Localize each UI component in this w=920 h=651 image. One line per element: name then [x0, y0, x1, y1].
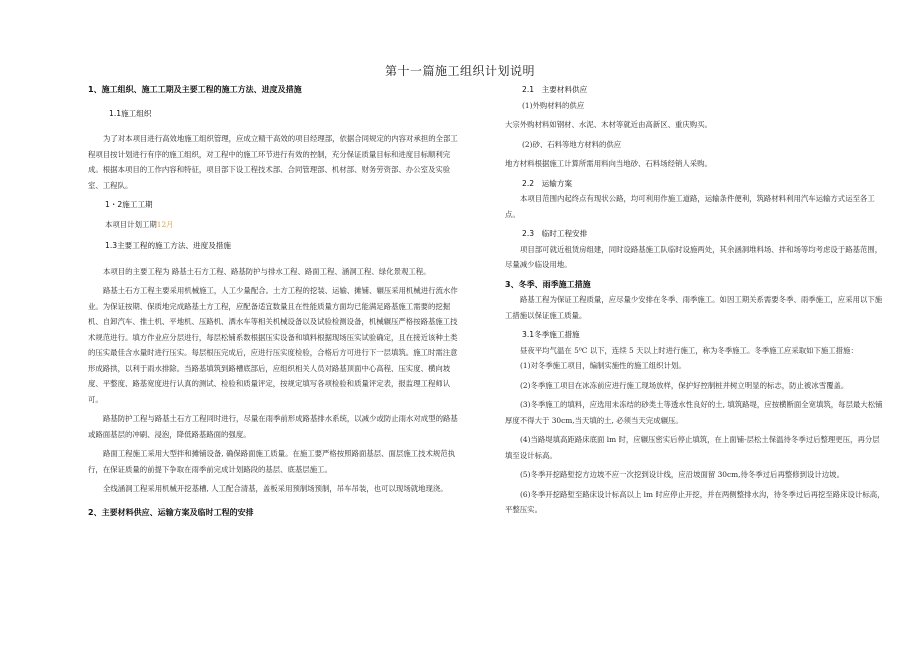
- subsection-1-3-paragraph-3: 路基防护工程与路基土石方工程同时进行，尽量在雨季前形成路基排水系统，以减少或防止雨水对成型的路基或路面基层的冲刷、浸泡，降低路基路面的强度。: [88, 414, 458, 439]
- subsection-1-3-heading: 1.3主要工程的施工方法、进度及措施: [105, 241, 231, 250]
- schedule-label: 本项目计划工期: [105, 219, 157, 229]
- subsection-1-3-paragraph-4: 路面工程施工采用大型拌和摊铺设备, 确保路面施工质量。在施工要严格按照路面基层、面层施工技术规范执行，在保证质量的前提下争取在雨季前完成计划路段的基层、底基层施工。: [88, 449, 456, 474]
- section-3-paragraph: 路基工程为保证工程质量，应尽量少安排在冬季、雨季施工。如因工期关系需要冬季、雨季施工，应采用以下施工措施以保证施工质量。: [505, 295, 883, 320]
- subsection-3-1-intro: 昼夜平均气温在 5⁰C 以下，连续 5 天以上时进行施工，称为冬季施工。冬季施工应采取如下施工措施：: [520, 345, 858, 355]
- material-item-2-title: (2)砂、石料等地方材料的供应: [522, 139, 622, 149]
- document-title: 第十一篇施工组织计划说明: [384, 64, 535, 78]
- subsection-1-2-heading: 1・2施工工期: [105, 200, 153, 209]
- subsection-1-3-paragraph-1: 本项目的主要工程为 路基土石方工程、路基防护与排水工程、路面工程、涵洞工程、绿化景观工程。: [103, 266, 431, 276]
- section-2-heading: 2、主要材料供应、运输方案及临时工程的安排: [88, 507, 254, 517]
- subsection-2-2-heading: 2.2 运输方案: [522, 178, 573, 188]
- schedule-duration: 12月: [156, 219, 174, 229]
- winter-measure-4: (4)当路堤填高距路床底面 lm 时，应辗压密实后停止填筑，在上面铺-层松土保温待冬季过后整理更压，再分层填至设计标高。: [505, 435, 880, 460]
- subsection-1-1-heading: 1.1施工组织: [109, 108, 152, 118]
- winter-measure-3: (3)冬季施工的填料，应选用未冻结的砂类土等透水性良好的土, 填筑路堤，应按横断面全宽填筑，每层最大松铺厚度不得大于 30cm,当天填的土, 必须当天完成辗压。: [505, 400, 883, 425]
- right-column: [505, 82, 885, 518]
- subsection-1-1-paragraph: 为了对本项目进行高效地施工组织管理，应成立精干高效的项目经理部，依据合同规定的内容对承担的全部工程项目按计划进行有序的施工组织，对工程中的施工环节进行有效的控制，充分保证质量目标和进度目标顺利完成。根据本项目的工作内容和特征，项目部下设工程技术部、合同管理部、机材部、财务劳资部、办公室及实验室、工程队。: [88, 134, 458, 190]
- winter-measure-5: (5)冬季开挖路堑挖方边坡不应一次挖到设计线，应沿坡面留 30cm,待冬季过后再整修到设计边坡。: [520, 470, 844, 479]
- winter-measure-2: (2)冬季施工项目在冰冻前应进行施工现场放样，保护好控制桩并树立明显的标志，防止被冰雪覆盖。: [520, 380, 849, 390]
- left-column: [88, 82, 460, 520]
- subsection-2-2-paragraph: 本项目范围内起终点有现状公路，均可利用作施工道路，运输条件便利，筑路材料利用汽车运输方式运至各工点。: [505, 194, 875, 219]
- subsection-2-3-heading: 2.3 临时工程安排: [522, 229, 588, 238]
- material-item-1-title: (1)外购材料的供应: [522, 100, 585, 110]
- subsection-3-1-heading: 3.1冬季施工措施: [522, 330, 580, 339]
- subsection-1-3-paragraph-2: 路基土石方工程主要采用机械施工，人工少量配合。土方工程的挖装、运输、摊铺、辗压采用机械进行流水作业。为保证按期、保质地完成路基土方工程，应配备适宜数量且在性能质量方面均已能满足路基施工需要的挖掘机、自卸汽车、推土机、平地机、压路机、洒水车等相关机械设备以及试验检测设备，机械辗压严格按路基施工技术规范进行。填方作业应分层进行，每层松铺系数根据压实设备和填料根据现场压实试验确定，且在接近该种土类的压实最佳含水量时进行压实。每层根压完成后，应进行压实度检验，合格后方可进行下一层填筑。施工时需注意形成路拱，以利于雨水排除。当路基填筑到路槽底部后，应组织相关人员对路基顶面中心高程、压实度、横向坡度、平整度、路基宽度进行认真的测试、检验和质量评定，按规定填写各项检验和质量评定表，报监理工程师认可。: [88, 286, 458, 404]
- winter-measure-6: (6)冬季开挖路堑至路床设计标高以上 lm 时应停止开挖，并在两侧整排水沟，待冬季过后再挖至路床设计标高，平整压实。: [505, 489, 885, 514]
- subsection-1-3-paragraph-5: 全线涵洞工程采用机械开挖基槽, 人工配合清基，盖板采用预制场预制，吊车吊装，也可以现场就地现浇。: [103, 484, 448, 493]
- section-3-heading: 3、冬季、雨季施工措施: [505, 279, 591, 289]
- subsection-2-1-heading: 2.1 主要材料供应: [522, 85, 588, 94]
- subsection-2-3-paragraph: 项目部可就近租赁房组建，同时设路基施工队临时设施两处，其余涵洞堆料场、拌和场等均考虑设于路基范围，尽量减少临设用地。: [505, 244, 883, 269]
- winter-measure-1: (1)对冬季施工项目，编制实施性的施工组织计划。: [520, 361, 686, 370]
- material-item-2-text: 地方材料根据施工计算所需用料向当地砂、石料场经销人采购。: [505, 159, 712, 168]
- section-1-heading: 1、施工组织、施工工期及主要工程的施工方法、进度及措施: [88, 85, 302, 94]
- schedule-line: [88, 217, 460, 233]
- material-item-1-text: 大宗外购材料如钢材、水泥、木材等就近由高新区、重庆购买。: [505, 120, 712, 129]
